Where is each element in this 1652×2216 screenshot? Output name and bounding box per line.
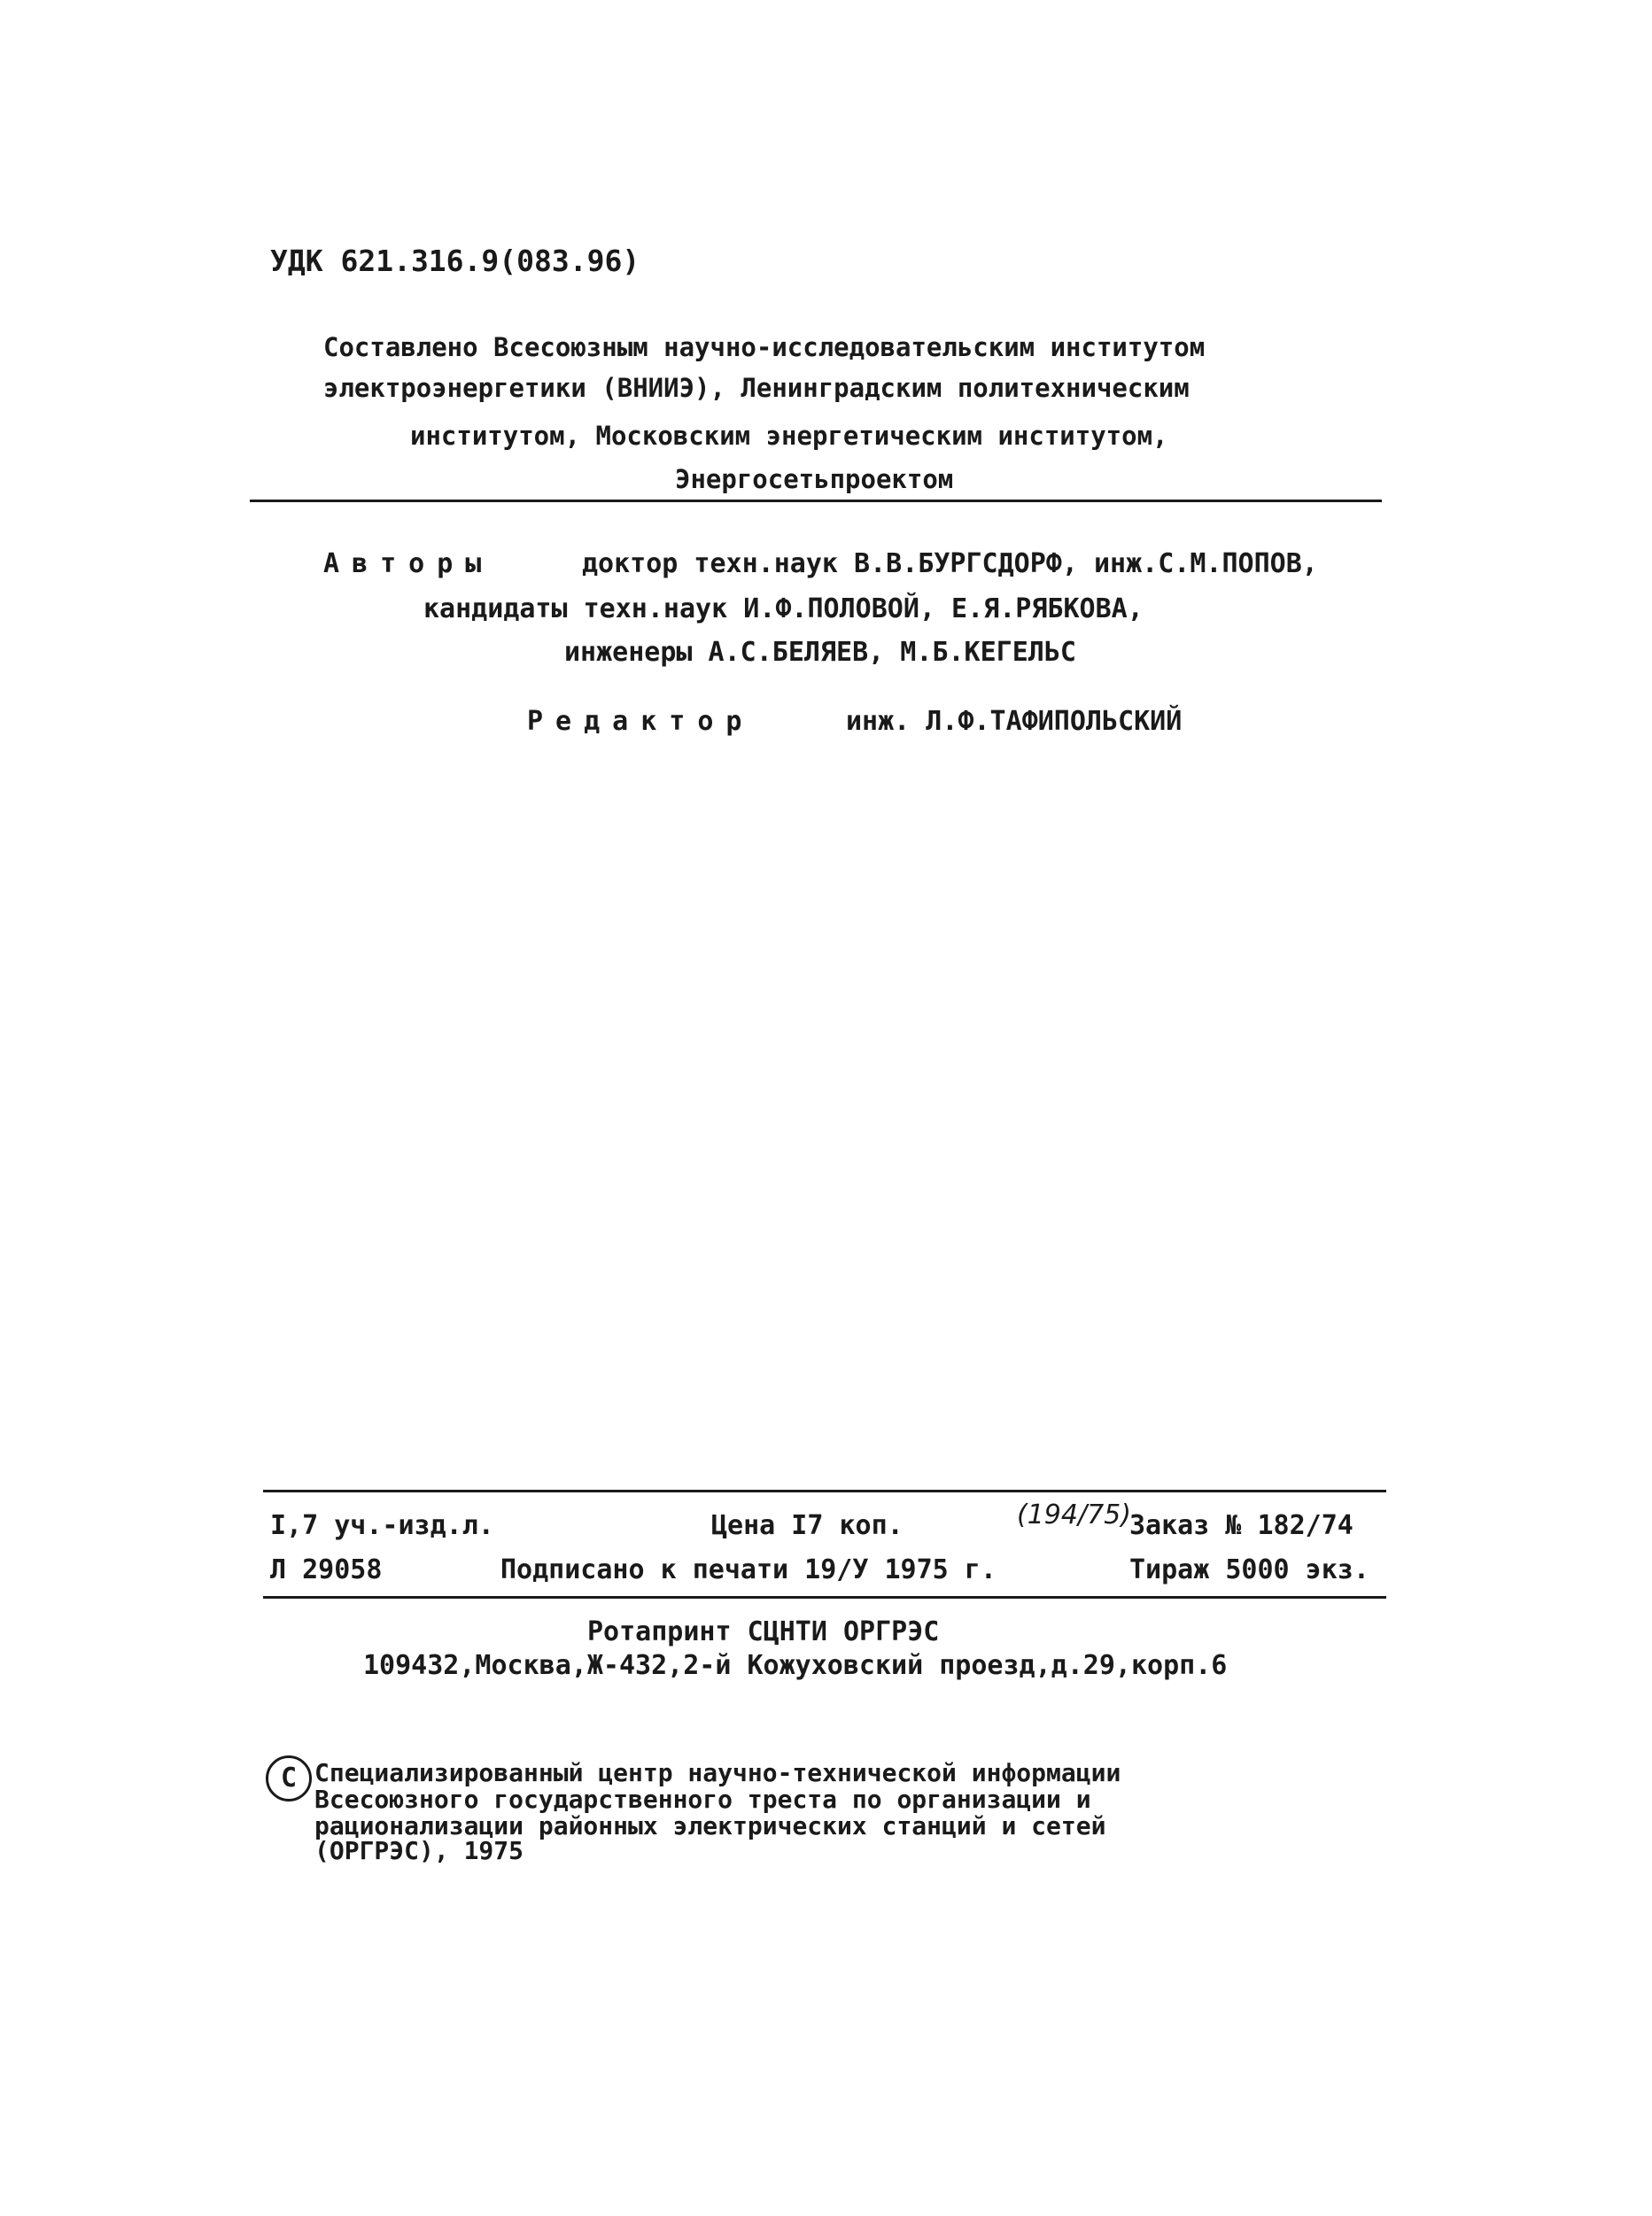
compiled-line-1: Составлено Всесоюзным научно-исследовательским институтом <box>323 332 1206 362</box>
authors-line-3: инженеры А.С.БЕЛЯЕВ, М.Б.КЕГЕЛЬС <box>564 637 1076 668</box>
imprint-price: Цена I7 коп. <box>711 1510 904 1541</box>
printer-line-2: 109432,Москва,Ж-432,2-й Кожуховский проезд,д.29,корп.6 <box>363 1650 1228 1681</box>
copyright-line-1: Специализированный центр научно-технической информации <box>314 1758 1121 1787</box>
compiled-line-2: электроэнергетики (ВНИИЭ), Ленинградским политехническим <box>323 373 1190 403</box>
compiled-line-3: институтом, Московским энергетическим институтом, <box>410 421 1168 451</box>
authors-label: Авторы <box>323 548 494 579</box>
imprint-handwritten-code: (194/75) <box>1017 1499 1131 1530</box>
divider-top <box>250 500 1382 502</box>
compiled-line-4: Энергосетьпроектом <box>675 464 954 494</box>
editor-label: Редактор <box>527 706 755 737</box>
imprint-signed: Подписано к печати 19/У 1975 г. <box>500 1554 997 1585</box>
imprint-rule-bottom <box>263 1596 1386 1599</box>
copyright-line-4: (ОРГРЭС), 1975 <box>314 1836 524 1865</box>
printer-line-1: Ротапринт СЦНТИ ОРГРЭС <box>587 1616 940 1647</box>
authors-line-1: доктор техн.наук В.В.БУРГСДОРФ, инж.С.М.ПОПОВ, <box>582 548 1318 579</box>
copyright-icon: С <box>266 1755 312 1801</box>
editor-name: инж. Л.Ф.ТАФИПОЛЬСКИЙ <box>846 706 1183 737</box>
imprint-sheets: I,7 уч.-изд.л. <box>270 1510 494 1541</box>
imprint-order: Заказ № 182/74 <box>1129 1510 1353 1541</box>
copyright-line-2: Всесоюзного государственного треста по организации и <box>314 1785 1091 1814</box>
imprint-rule-top <box>263 1490 1386 1492</box>
imprint-print-run: Тираж 5000 экз. <box>1129 1554 1369 1585</box>
authors-line-2: кандидаты техн.наук И.Ф.ПОЛОВОЙ, Е.Я.РЯБКОВА, <box>423 593 1144 624</box>
imprint-number: Л 29058 <box>270 1554 383 1585</box>
copyright-line-3: рационализации районных электрических станций и сетей <box>314 1811 1106 1840</box>
udk-code: УДК 621.316.9(083.96) <box>270 244 640 278</box>
